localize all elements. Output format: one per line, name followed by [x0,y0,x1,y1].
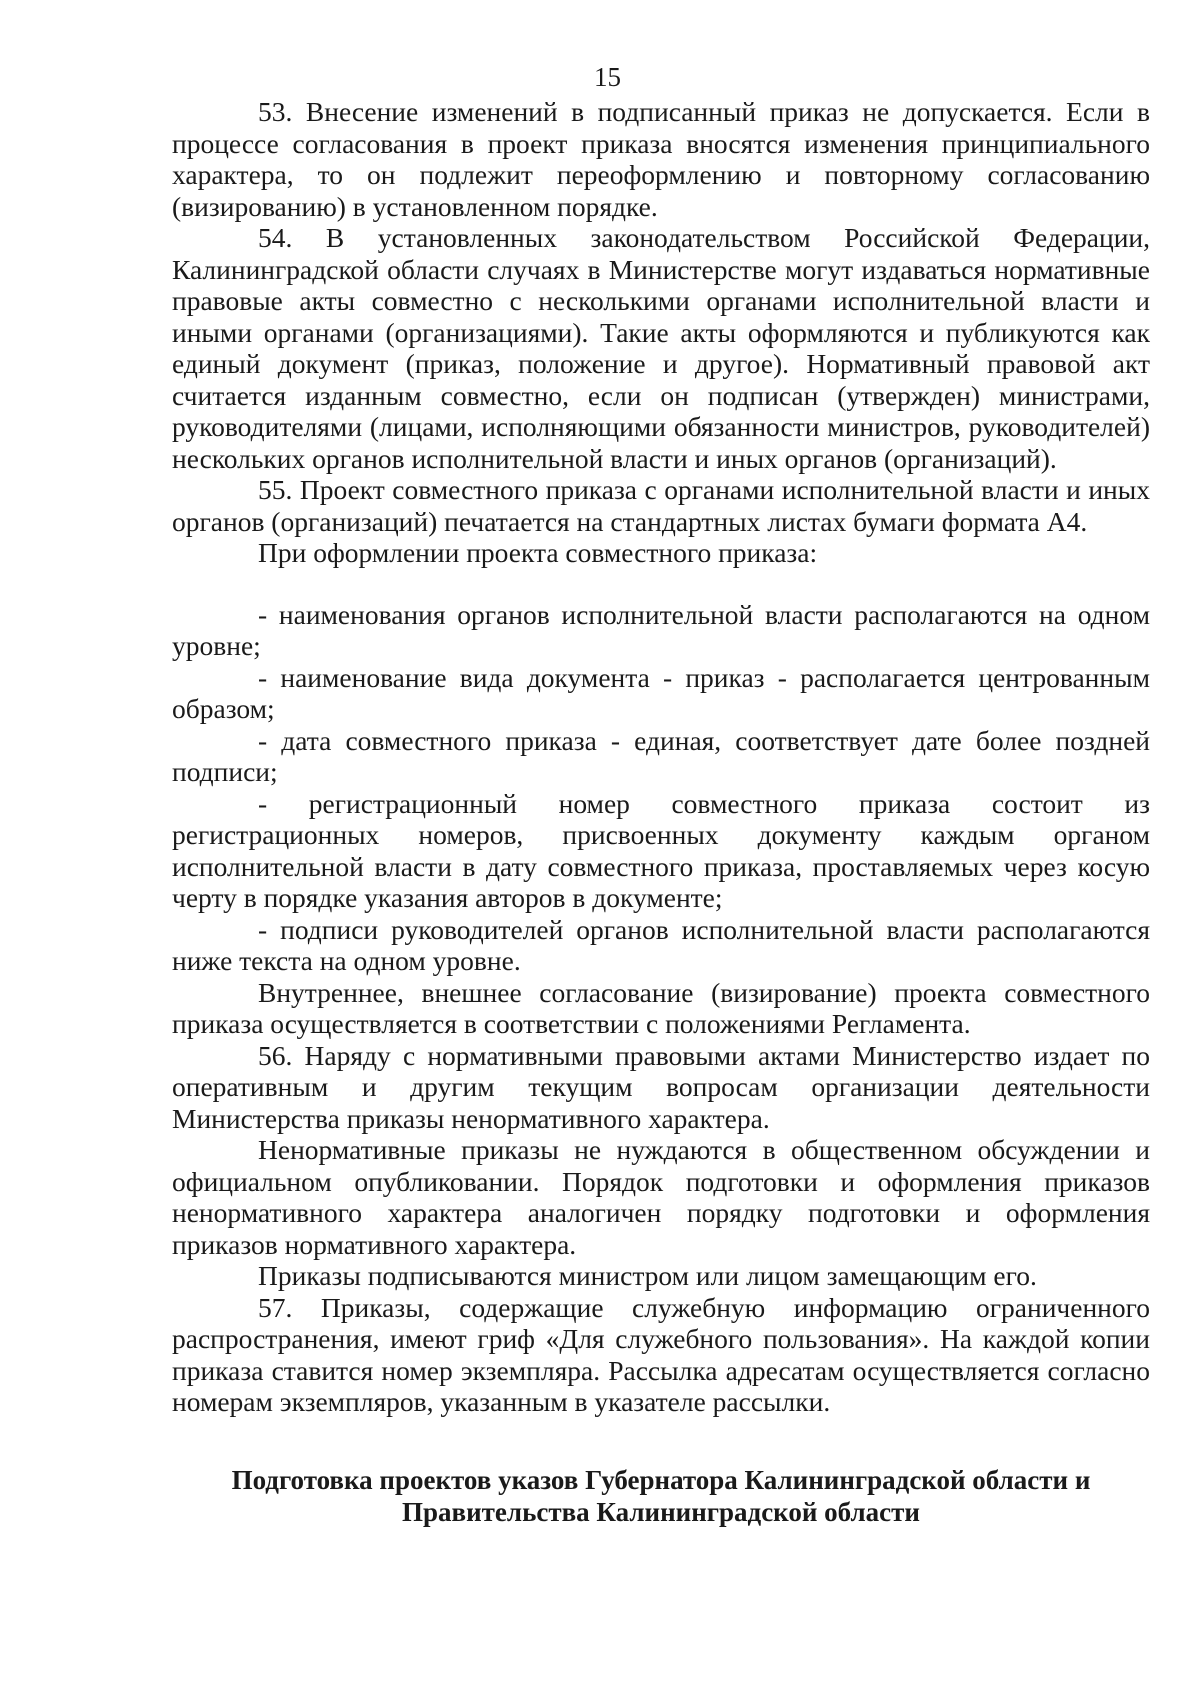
paragraph-56: 56. Наряду с нормативными правовыми актами Министерство издает по оперативным и другим текущим вопросам организации деятельности Министерства приказы ненормативного характера. [172,1039,1150,1134]
paragraph-joint-order-intro: При оформлении проекта совместного приказа: [258,537,818,568]
list-item: - наименование вида документа - приказ - располагается центрованным образом; [172,661,1150,724]
spacer [172,1418,1150,1464]
list-item: - регистрационный номер совместного приказа состоит из регистрационных номеров, присвоенных документу каждым органом исполнительной власти в дату совместного приказа, проставляемых через косую черту в порядке указания авторов в документе; [172,787,1150,913]
list-item: - дата совместного приказа - единая, соответствует дате более поздней подписи; [172,724,1150,787]
paragraph-53: 53. Внесение изменений в подписанный приказ не допускается. Если в процессе согласования в проект приказа вносятся изменения принципиального характера, то он подлежит переоформлению и повторному согласованию (визированию) в установленном порядке. [172,96,1150,222]
list-item: - наименования органов исполнительной власти располагаются на одном уровне; [172,598,1150,661]
spacer [172,569,1150,599]
paragraph-57: 57. Приказы, содержащие служебную информацию ограниченного распространения, имеют гриф «Для служебного пользования». На каждой копии приказа ставится номер экземпляра. Рассылка адресатам осуществляется согласно номерам экземпляров, указанным в указателе рассылки. [172,1291,1150,1417]
section-heading-line-1: Подготовка проектов указов Губернатора Калининградской области и [231,1464,1091,1495]
document-body [172,96,1150,1528]
paragraph-54: 54. В установленных законодательством Российской Федерации, Калининградской области случаях в Министерстве могут издаваться нормативные правовые акты совместно с несколькими органами исполнительной власти и иными органами (организациями). Такие акты оформляются и публикуются как единый документ (приказ, положение и другое). Нормативный правовой акт считается изданным совместно, если он подписан (утвержден) министрами, руководителями (лицами, исполняющими обязанности министров, руководителей) нескольких органов исполнительной власти и иных органов (организаций). [172,222,1150,474]
section-heading-line-2: Правительства Калининградской области [402,1496,920,1527]
paragraph-signing: Приказы подписываются министром или лицом замещающим его. [258,1260,1037,1291]
list-item: - подписи руководителей органов исполнительной власти располагаются ниже текста на одном уровне. [172,913,1150,976]
paragraph-55: 55. Проект совместного приказа с органами исполнительной власти и иных органов (организаций) печатается на стандартных листах бумаги формата А4. [172,474,1150,537]
paragraph-approval: Внутреннее, внешнее согласование (визирование) проекта совместного приказа осуществляется в соответствии с положениями Регламента. [172,976,1150,1039]
page-number: 15 [594,62,621,92]
paragraph-non-normative: Ненормативные приказы не нуждаются в общественном обсуждении и официальном опубликовании. Порядок подготовки и оформления приказов ненормативного характера аналогичен порядку подготовки и оформления приказов нормативного характера. [172,1134,1150,1260]
